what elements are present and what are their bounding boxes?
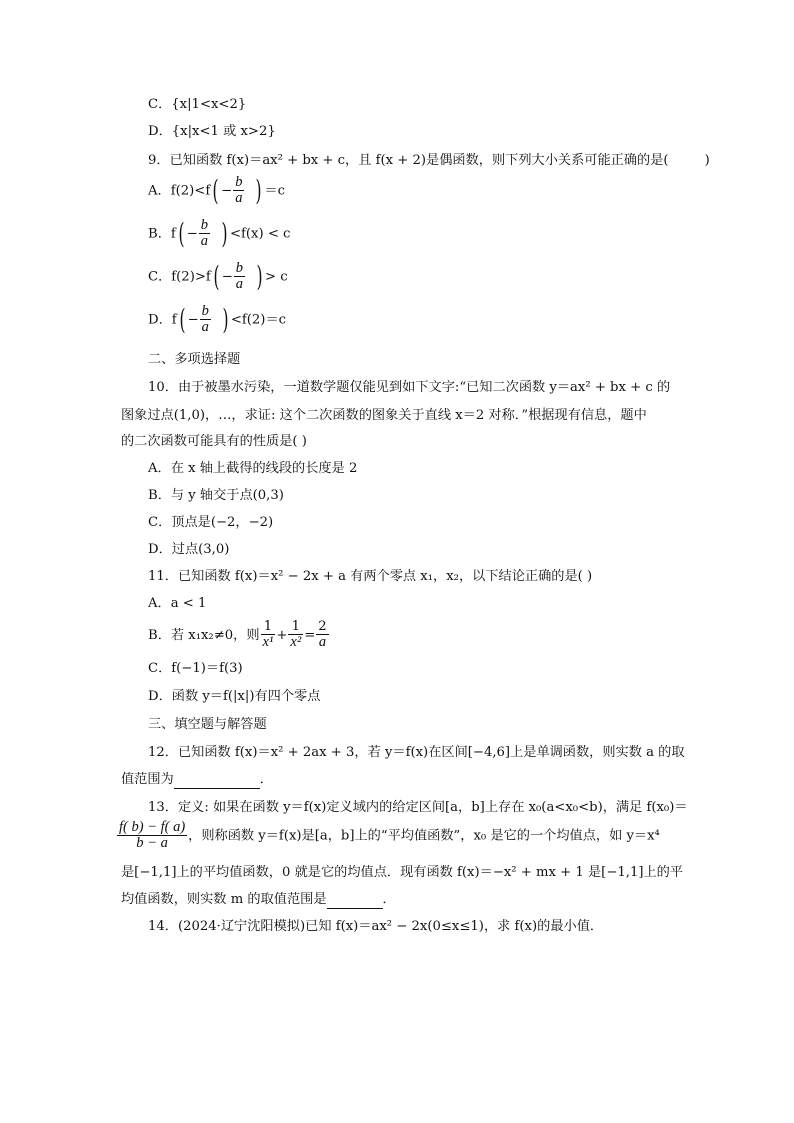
section-heading-multiple-choice: 二、多项选择题 [148, 352, 241, 367]
fraction-b-over-a: $\frac{b}{a}$ [235, 260, 244, 293]
q10-option-c: C．顶点是(−2，−2) [148, 515, 274, 530]
fraction-1-over-x2: $\frac{1}{\text{x²}}$ [290, 619, 302, 650]
q8-option-d: D．{x|x<1 或 x>2} [148, 124, 276, 139]
right-paren: ) [255, 174, 262, 208]
left-paren: ( [212, 174, 219, 208]
q13-line-4: 均值函数，则实数 m 的取值范围是 ． [121, 891, 396, 909]
left-paren: ( [178, 217, 185, 251]
q11-option-c: C．f(−1)＝f(3) [148, 661, 243, 676]
q14-text: 14．(2024·辽宁沈阳模拟)已知 f(x)＝ax² − 2x(0≤x≤1)，求 f(x)的最小值． [148, 919, 604, 934]
q11-option-d: D．函数 y＝f(|x|)有四个零点 [148, 689, 321, 704]
q13-line-3: 是[−1,1]上的平均值函数，0 就是它的均值点．现有函数 f(x)＝−x² + mx + 1 是[−1,1]上的平 [121, 865, 684, 880]
fraction-b-over-a: $\frac{b}{a}$ [200, 217, 209, 250]
q10-line-3: 的二次函数可能具有的性质是( ) [121, 434, 307, 449]
right-paren: ) [222, 303, 229, 337]
fraction-b-over-a: $\frac{b}{a}$ [201, 303, 209, 336]
left-paren: ( [213, 260, 220, 294]
q8-option-c: C．{x|1<x<2} [148, 97, 247, 112]
q10-option-b: B．与 y 轴交于点(0,3) [148, 488, 284, 503]
q12-line-1: 12．已知函数 f(x)＝x² + 2ax + 3，若 y＝f(x)在区间[−4,6]上是单调函数，则实数 a 的取 [148, 745, 685, 760]
q11-stem: 11．已知函数 f(x)＝x² − 2x + a 有两个零点 x₁，x₂，以下结论正确的是( ) [148, 569, 593, 584]
q13-line-2: $\frac{f( b) - f( a)}{b - a}$ ，则称函数 y＝f(x)是[a，b]上的“平均值函数”，x₀ 是它的一个均值点，如 y＝x⁴ [119, 819, 660, 852]
answer-blank[interactable] [174, 771, 260, 789]
section-heading-fill-and-answer: 三、填空题与解答题 [148, 717, 267, 732]
answer-blank[interactable] [327, 891, 383, 909]
q10-option-a: A．在 x 轴上截得的线段的长度是 2 [148, 461, 358, 476]
right-paren: ) [221, 217, 228, 251]
q10-option-d: D．过点(3,0) [148, 542, 230, 557]
q9-option-c: C．f(2)>f( − $\frac{b}{a}$ ) > c [148, 260, 288, 294]
q13-line-1: 13．定义: 如果在函数 y＝f(x)定义域内的给定区间[a，b]上存在 x₀(a<x₀<b)，满足 f(x₀)＝ [148, 800, 688, 815]
q11-option-a: A．a < 1 [148, 596, 207, 611]
fraction-1-over-x1: $\frac{1}{\text{x¹}}$ [262, 619, 274, 650]
fraction-average-rate: $\frac{f( b) - f( a)}{b - a}$ [119, 819, 186, 852]
q11-option-b: B．若 x₁x₂≠0，则 $\frac{1}{\text{x¹}}$ + $\frac{1}{\text{x²}}$ = $\frac{2}{a}$ [148, 619, 327, 650]
right-paren: ) [256, 260, 263, 294]
q12-line-2: 值范围为 ． [121, 771, 273, 789]
q9-option-a: A．f(2)<f( − $\frac{b}{a}$ ) ＝c [148, 174, 285, 208]
q9-option-b: B．f( − $\frac{b}{a}$ ) <f(x) < c [148, 217, 291, 251]
left-paren: ( [179, 303, 186, 337]
fraction-b-over-a: $\frac{b}{a}$ [235, 174, 243, 207]
fraction-2-over-a: $\frac{2}{a}$ [318, 619, 327, 650]
q9-option-d: D．f( − $\frac{b}{a}$ ) <f(2)＝c [148, 303, 287, 337]
q9-stem: 9．已知函数 f(x)＝ax² + bx + c，且 f(x + 2)是偶函数，则下列大小关系可能正确的是( ) [148, 153, 710, 168]
q10-line-1: 10．由于被墨水污染，一道数学题仅能见到如下文字:“已知二次函数 y＝ax² + bx + c 的 [148, 380, 671, 395]
q10-line-2: 图象过点(1,0)，…，求证: 这个二次函数的图象关于直线 x＝2 对称．”根据现有信息，题中 [121, 408, 647, 423]
